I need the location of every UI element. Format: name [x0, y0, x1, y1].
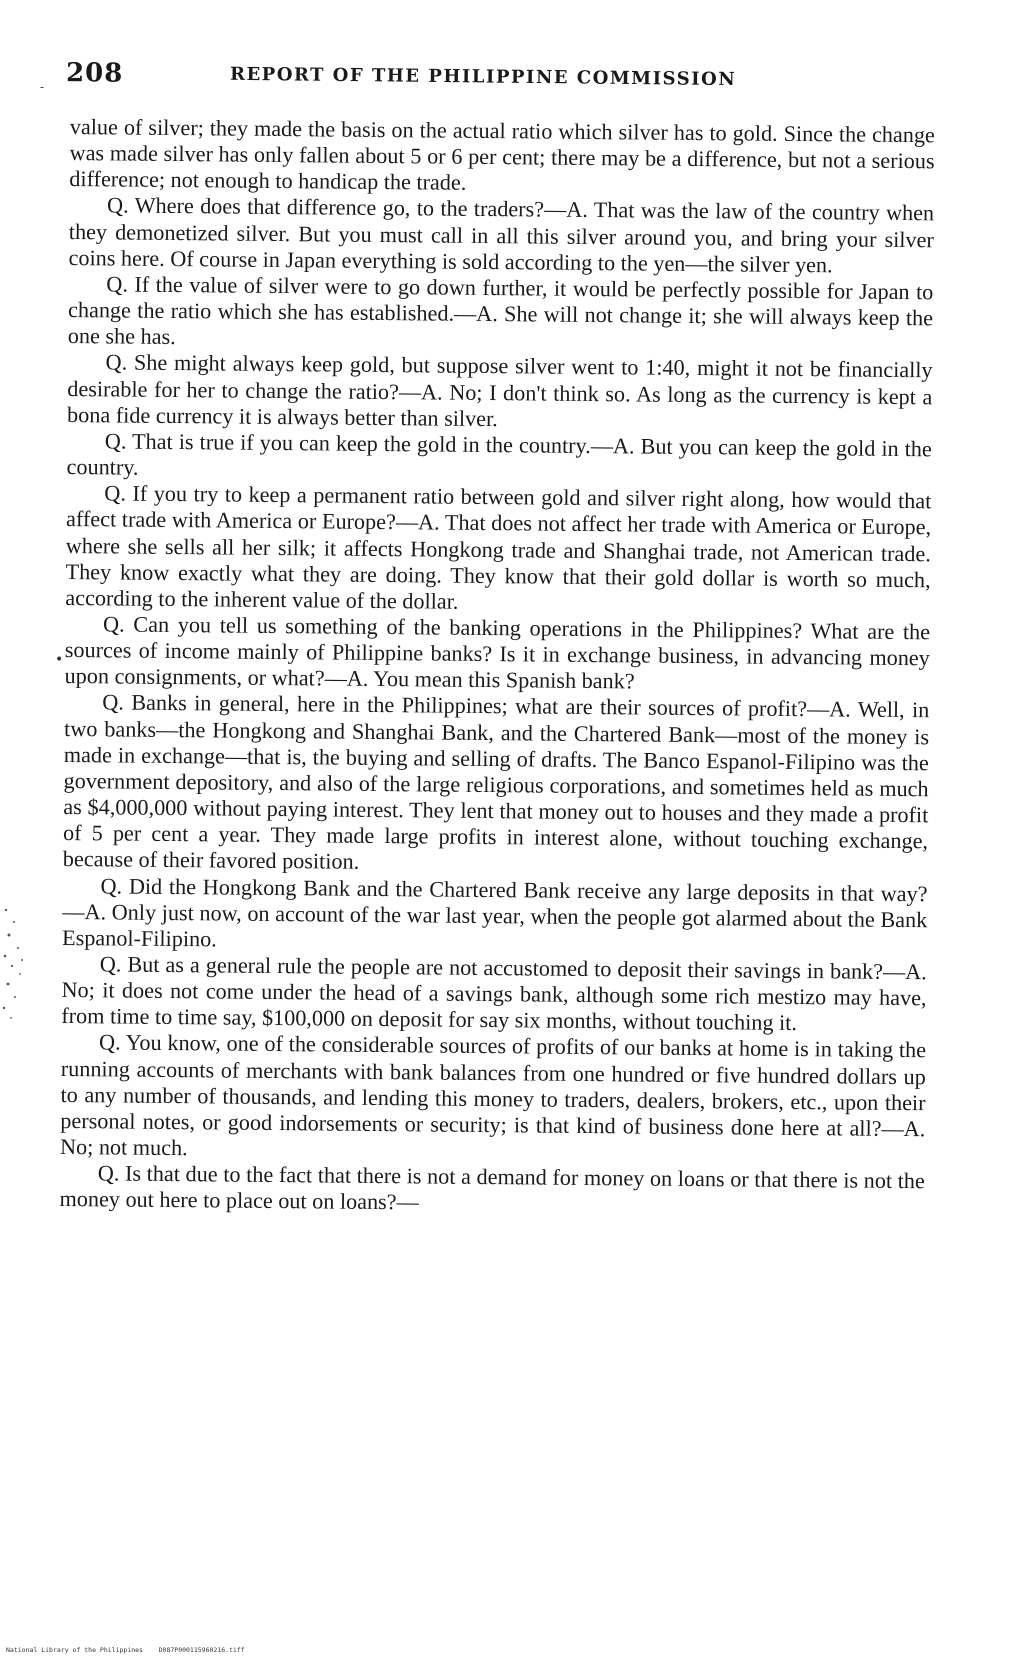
paragraph: Q. That is true if you can keep the gold in the country.—A. But you can keep the gold in the country.	[66, 428, 932, 480]
page-header	[60, 58, 940, 107]
paragraph: Q. Is that due to the fact that there is not a demand for money on loans or that there is not the money out here to place out on loans?—	[59, 1160, 925, 1215]
paragraph: Q. Where does that difference go, to the traders?—A. That was the law of the country when they demonetized silver. But you must call in all this silver around you, and bring your silver coins here. Of course in Japan everything is sold according to the yen—the silver yen.	[68, 192, 935, 278]
paragraph: Q. But as a general rule the people are not accustomed to deposit their savings in bank?—A. No; it does not come under the head of a savings bank, although some rich mestizo may have, from time to time say, $100,000 on deposit for say six months, without touching it.	[61, 951, 927, 1036]
footer-archive: National Library of the Philippines	[6, 1646, 143, 1654]
paragraph: value of silver; they made the basis on the actual ratio which silver has to gold. Since the change was made silver has only fallen about 5 or 6 per cent; there may be a difference, but not a serious difference; not enough to handicap the trade.	[69, 114, 935, 196]
running-head: REPORT OF THE PHILIPPINE COMMISSION	[229, 63, 737, 91]
page-number: 208	[65, 58, 124, 89]
margin-tick-mark: •	[55, 652, 64, 668]
body-text	[59, 114, 935, 1221]
margin-dash-mark: -	[40, 80, 45, 94]
paragraph: Q. You know, one of the considerable sources of profits of our banks at home is in taking the running accounts of merchants with bank balances from one hundred or five hundred dollars up to any number of thousands, and lending this money to traders, dealers, brokers, etc., upon their personal notes, or good indorsements or security; is that kind of business done here at all?—A. No; not much.	[59, 1029, 927, 1161]
paragraph: Q. If you try to keep a permanent ratio between gold and silver right along, how would that affect trade with America or Europe?—A. That does not affect her trade with America or Europe, where she sells all her silk; it affects Hongkong trade and Shanghai trade, not American trade. They know exactly what they are doing. They know that their gold dollar is worth so much, according to the inherent value of the dollar.	[65, 480, 932, 614]
scan-edge-smudge	[0, 900, 28, 1030]
paragraph: Q. Banks in general, here in the Philippines; what are their sources of profit?—A. Well, in two banks—the Hongkong and Shanghai Bank, and the Chartered Bank—most of the money is made in exchange—that is, the buying and selling of drafts. The Banco Espanol-Filipino was the government depository, and also of the large religious corporations, and sometimes held as much as $4,000,000 without paying interest. They lent that money out to houses and they made a profit of 5 per cent a year. They made large profits in interest alone, without touching exchange, because of their favored position.	[62, 689, 930, 875]
paragraph: Q. If the value of silver were to go down further, it would be perfectly possible for Japan to change the ratio which she has established.—A. She will not change it; she will always keep the one she has.	[67, 271, 934, 350]
paragraph: Q. She might always keep gold, but suppose silver went to 1:40, might it not be financially desirable for her to change the ratio?—A. No; I don't think so. As long as the currency is kept a bona fide currency it is always better than silver.	[66, 349, 933, 431]
paragraph: Q. Did the Hongkong Bank and the Chartered Bank receive any large deposits in that way?—A. Only just now, on account of the war last year, when the people got alarmed about the Bank Espanol-Filipino.	[61, 872, 928, 952]
scan-footer	[6, 1646, 245, 1654]
paragraph: Q. Can you tell us something of the banking operations in the Philippines? What are the sources of income mainly of Philippine banks? Is it in exchange business, in advancing money upon consignments, or what?—A. You mean this Spanish bank?	[64, 611, 931, 694]
footer-file: D087P000115960216.tiff	[158, 1646, 245, 1654]
